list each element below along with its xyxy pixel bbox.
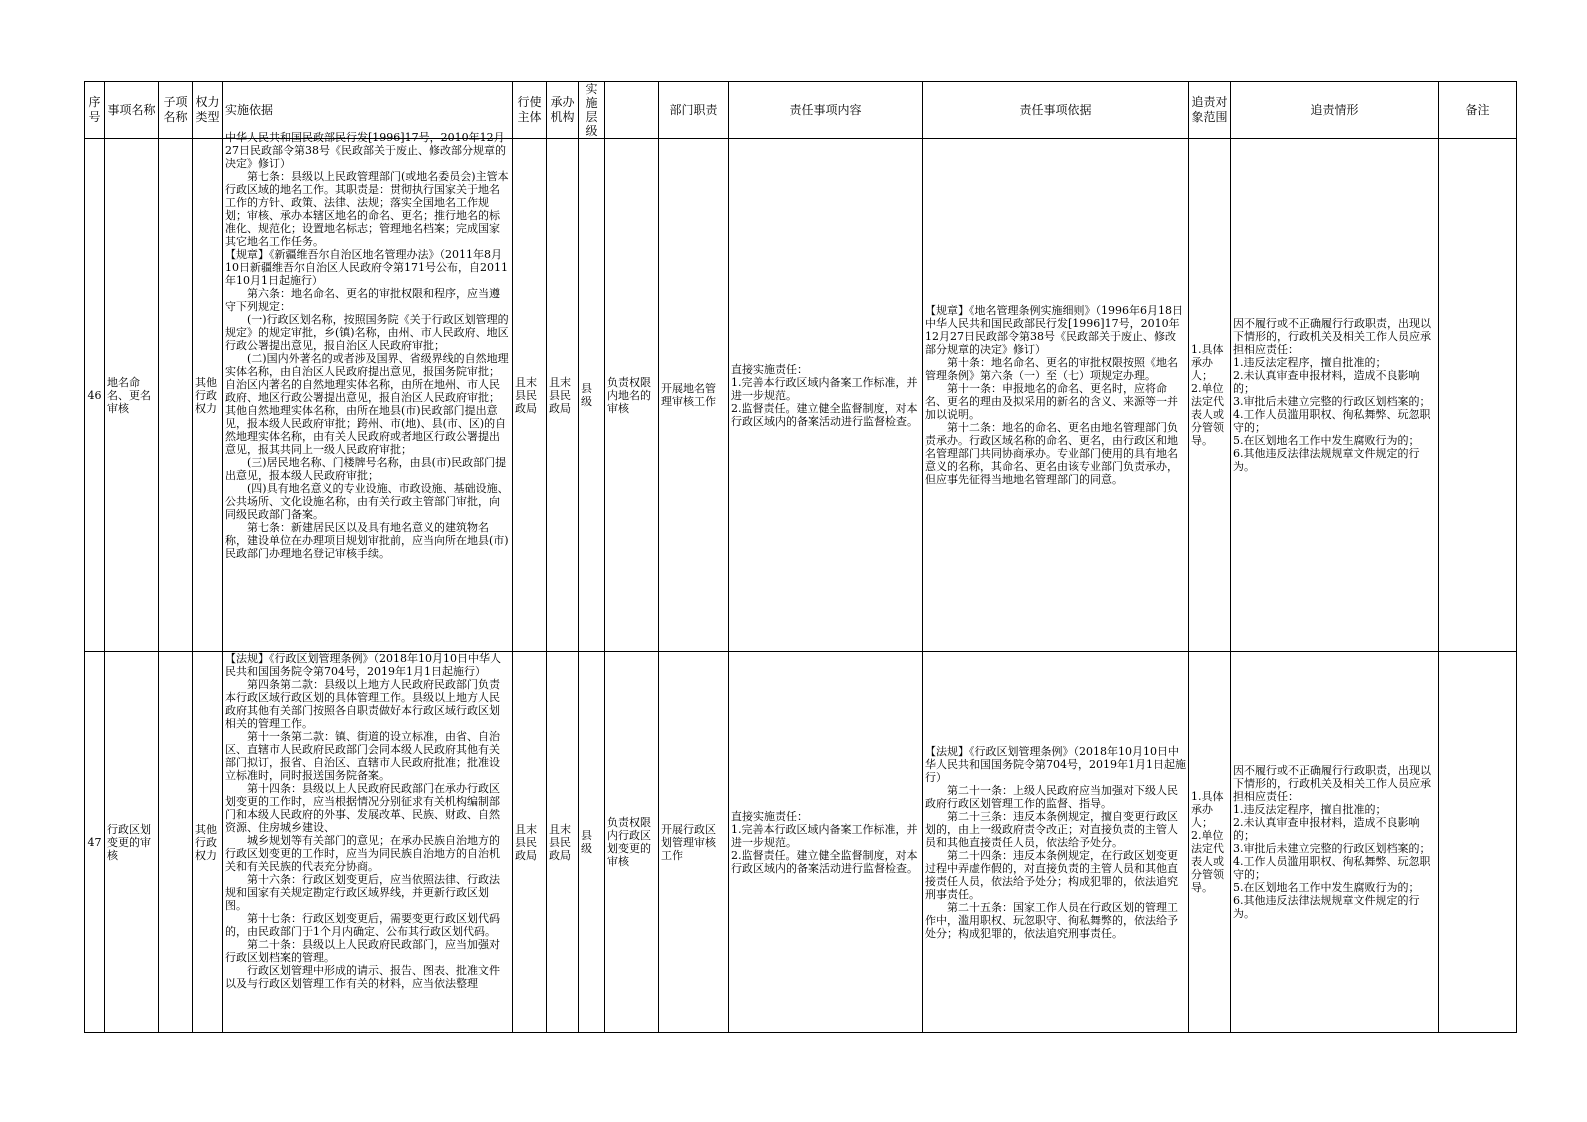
cell-org: 且末县民政局	[547, 139, 579, 652]
cell-account-case: 因不履行或不正确履行行政职责，出现以下情形的，行政机关及相关工作人员应承担相应责任： 1.违反法定程序，擅自批准的； 2.未认真审查申报材料，造成不良影响的； 3.审批后未建立完整的行政区划档案的； 4.工作人员滥用职权、徇私舞弊、玩忽职守的； 5.在区划地名工作中发生腐败行为的； 6.其他违反法律法规规章文件规定的行为。	[1231, 652, 1439, 1033]
header-power-type: 权力类型	[193, 82, 223, 139]
cell-dept-duty: 开展地名管理审核工作	[659, 139, 729, 652]
cell-seq: 46	[85, 139, 105, 652]
header-resp-content: 责任事项内容	[729, 82, 923, 139]
cell-scope-desc: 负责权限内地名的审核	[605, 139, 659, 652]
cell-resp-content: 直接实施责任： 1.完善本行政区域内备案工作标准，并进一步规范。 2.监督责任。建立健全监督制度，对本行政区域内的备案活动进行监督检查。	[729, 652, 923, 1033]
responsibility-table	[84, 81, 1517, 1033]
table-row	[85, 139, 1517, 652]
cell-sub-item	[159, 652, 193, 1033]
header-dept-duty: 部门职责	[659, 82, 729, 139]
basis-text: 【法规】《行政区划管理条例》（2018年10月10日中华人民共和国国务院令第704号，2019年1月1日起施行） 第四条第二款：县级以上地方人民政府民政部门负责本行政区域行政区划的具体管理工作。县级以上地方人民政府其他有关部门按照各自职责做好本行政区域行政区划相关的管理工作。 第十一条第二款：镇、街道的设立标准，由省、自治区、直辖市人民政府民政部门会同本级人民政府其他有关部门拟订，报省、自治区、直辖市人民政府批准；批准设立标准时，同时报送国务院备案。 第十四条：县级以上人民政府民政部门在承办行政区划变更的工作时，应当根据情况分别征求有关机构编制部门和本级人民政府的外事、发展改革、民族、财政、自然资源、住房城乡建设、 城乡规划等有关部门的意见；在承办民族自治地方的行政区划变更的工作时，应当为同民族自治地方的自治机关和有关民族的代表充分协商。 第十六条：行政区划变更后，应当依照法律、行政法规和国家有关规定勘定行政区域界线，并更新行政区划图。 第十七条：行政区划变更后，需要变更行政区划代码的，由民政部门于1个月内确定、公布其行政区划代码。 第二十条：县级以上人民政府民政部门，应当加强对行政区划档案的管理。 行政区划管理中形成的请示、报告、图表、批准文件以及与行政区划管理工作有关的材料，应当依法整理	[225, 652, 501, 990]
table-row	[85, 652, 1517, 1033]
header-remark: 备注	[1439, 82, 1517, 139]
cell-dept-duty: 开展行政区划管理审核工作	[659, 652, 729, 1033]
cell-subject: 且末县民政局	[513, 139, 547, 652]
cell-account-case: 因不履行或不正确履行行政职责，出现以下情形的，行政机关及相关工作人员应承担相应责任： 1.违反法定程序，擅自批准的； 2.未认真审查申报材料，造成不良影响的； 3.审批后未建立完整的行政区划档案的； 4.工作人员滥用职权、徇私舞弊、玩忽职守的； 5.在区划地名工作中发生腐败行为的； 6.其他违反法律法规规章文件规定的行为。	[1231, 139, 1439, 652]
cell-account-scope: 1.具体承办人； 2.单位法定代表人或分管领导。	[1189, 139, 1231, 652]
cell-remark	[1439, 139, 1517, 652]
header-basis: 实施依据	[223, 82, 513, 139]
cell-level: 县级	[579, 139, 605, 652]
cell-item-name: 地名命名、更名审核	[105, 139, 159, 652]
cell-basis	[223, 652, 513, 1033]
header-item-name: 事项名称	[105, 82, 159, 139]
cell-org: 且末县民政局	[547, 652, 579, 1033]
cell-resp-basis: 【规章】《地名管理条例实施细则》（1996年6月18日中华人民共和国民政部民行发[1996]17号，2010年12月27日民政部令第38号《民政部关于废止、修改部分规章的决定》修订） 第十条：地名命名、更名的审批权限按照《地名管理条例》第六条（一）至（七）项规定办理。 第十一条：申报地名的命名、更名时，应将命名、更名的理由及拟采用的新名的含义、来源等一并加以说明。 第十二条：地名的命名、更名由地名管理部门负责承办。行政区域名称的命名、更名，由行政区和地名管理部门共同协商承办。专业部门使用的具有地名意义的名称，其命名、更名由该专业部门负责承办，但应事先征得当地地名管理部门的同意。	[923, 139, 1189, 652]
header-blank	[605, 82, 659, 139]
cell-account-scope: 1.具体承办人； 2.单位法定代表人或分管领导。	[1189, 652, 1231, 1033]
header-seq: 序号	[85, 82, 105, 139]
cell-level: 县级	[579, 652, 605, 1033]
cell-sub-item	[159, 139, 193, 652]
header-sub-item: 子项名称	[159, 82, 193, 139]
header-account-scope: 追责对象范围	[1189, 82, 1231, 139]
cell-resp-content: 直接实施责任： 1.完善本行政区域内备案工作标准，并进一步规范。 2.监督责任。建立健全监督制度，对本行政区域内的备案活动进行监督检查。	[729, 139, 923, 652]
cell-item-name: 行政区划变更的审核	[105, 652, 159, 1033]
cell-subject: 且末县民政局	[513, 652, 547, 1033]
header-account-case: 追责情形	[1231, 82, 1439, 139]
header-resp-basis: 责任事项依据	[923, 82, 1189, 139]
header-org: 承办机构	[547, 82, 579, 139]
cell-power-type: 其他行政权力	[193, 652, 223, 1033]
cell-scope-desc: 负责权限内行政区划变更的审核	[605, 652, 659, 1033]
header-subject: 行使主体	[513, 82, 547, 139]
basis-text: 中华人民共和国民政部民行发[1996]17号，2010年12月27日民政部令第38号《民政部关于废止、修改部分规章的决定》修订） 第七条：县级以上民政管理部门(或地名委员会)主管本行政区域的地名工作。其职责是：贯彻执行国家关于地名工作的方针、政策、法律、法规；落实全国地名工作规划；审核、承办本辖区地名的命名、更名；推行地名的标准化、规范化；设置地名标志；管理地名档案；完成国家其它地名工作任务。 【规章】《新疆维吾尔自治区地名管理办法》（2011年8月10日新疆维吾尔自治区人民政府令第171号公布，自2011年10月1日起施行） 第六条：地名命名、更名的审批权限和程序，应当遵守下列规定： (一)行政区划名称，按照国务院《关于行政区划管理的规定》的规定审批，乡(镇)名称，由州、市人民政府、地区行政公署提出意见，报自治区人民政府审批； (二)国内外著名的或者涉及国界、省级界线的自然地理实体名称，由自治区人民政府提出意见，报国务院审批；自治区内著名的自然地理实体名称，由所在地州、市人民政府、地区行政公署提出意见，报自治区人民政府审批；其他自然地理实体名称，由所在地县(市)民政部门提出意见，报本级人民政府审批；跨州、市(地)、县(市、区)的自然地理实体名称，由有关人民政府或者地区行政公署提出意见，报其共同上一级人民政府审批； (三)居民地名称、门楼牌号名称，由县(市)民政部门提出意见，报本级人民政府审批； (四)具有地名意义的专业设施、市政设施、基础设施、公共场所、文化设施名称，由有关行政主管部门审批，向同级民政部门备案。 第七条：新建居民区以及具有地名意义的建筑物名称，建设单位在办理项目规划审批前，应当向所在地县(市)民政部门办理地名登记审核手续。	[225, 131, 509, 560]
cell-basis	[223, 131, 513, 652]
cell-remark	[1439, 652, 1517, 1033]
header-level: 实施层级	[579, 82, 605, 139]
responsibility-list-sheet	[84, 81, 1516, 1033]
header-row	[85, 82, 1517, 139]
cell-power-type: 其他行政权力	[193, 139, 223, 652]
cell-resp-basis: 【法规】《行政区划管理条例》（2018年10月10日中华人民共和国国务院令第704号，2019年1月1日起施行） 第二十一条：上级人民政府应当加强对下级人民政府行政区划管理工作的监督、指导。 第二十三条：违反本条例规定，擅自变更行政区划的，由上一级政府责令改正；对直接负责的主管人员和其他直接责任人员，依法给予处分。 第二十四条：违反本条例规定，在行政区划变更过程中弄虚作假的，对直接负责的主管人员和其他直接责任人员，依法给予处分；构成犯罪的，依法追究刑事责任。 第二十五条：国家工作人员在行政区划的管理工作中，滥用职权、玩忽职守、徇私舞弊的，依法给予处分；构成犯罪的，依法追究刑事责任。	[923, 652, 1189, 1033]
cell-seq: 47	[85, 652, 105, 1033]
